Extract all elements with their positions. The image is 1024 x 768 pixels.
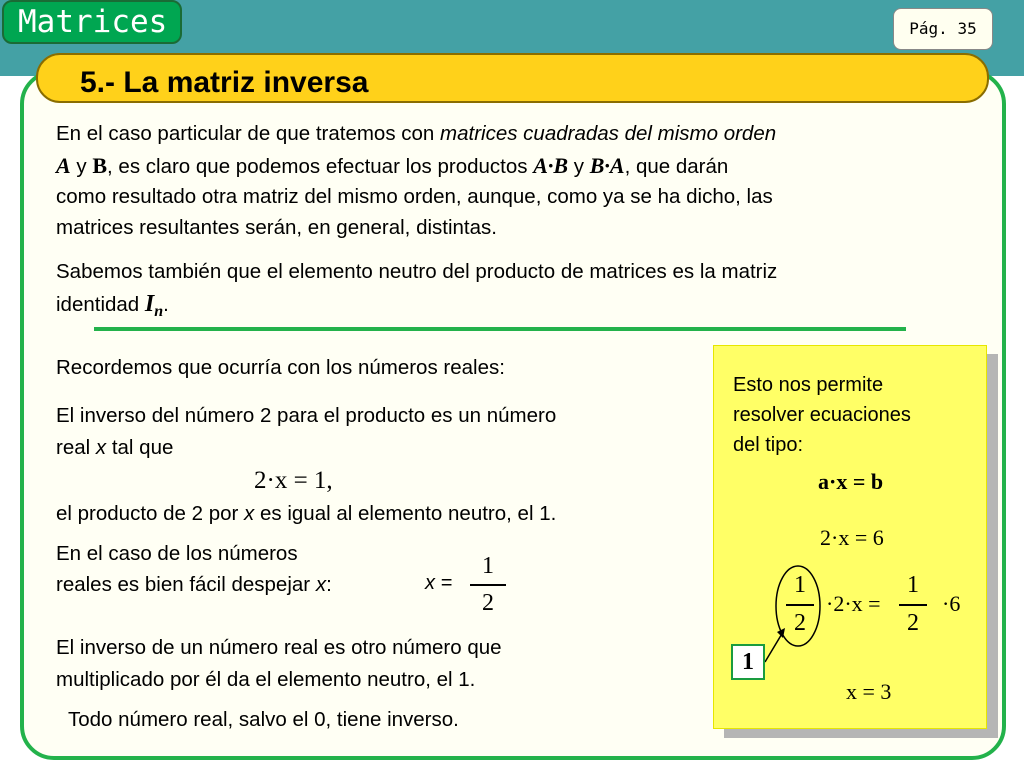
inverse-line1: El inverso del número 2 para el producto es un número: [56, 404, 557, 427]
var-x-3: x: [315, 573, 327, 596]
equation-form: a·x = b: [818, 469, 884, 494]
case-line2: [56, 569, 332, 600]
all-real-inverse: Todo número real, salvo el 0, tiene inverso.: [68, 708, 459, 731]
rhs-fraction-bar: [899, 604, 927, 606]
para2-line2: [56, 289, 169, 327]
para1-line1: [56, 118, 776, 149]
para1-text: En el caso particular de que tratemos con: [56, 122, 441, 145]
para1-end: , que darán: [624, 155, 729, 178]
var-x-2: x: [244, 502, 255, 525]
section-title: 5.- La matriz inversa: [80, 66, 369, 99]
identity-I: I: [144, 291, 155, 317]
para1-line3: como resultado otra matriz del mismo orden, aunque, como ya se ha dicho, las: [56, 185, 773, 208]
lhs-middle: ·2·x =: [826, 591, 881, 616]
inverse-line2: [56, 432, 173, 463]
para1-line4: matrices resultantes serán, en general, distintas.: [56, 216, 497, 239]
result-one-box: 1: [731, 644, 765, 680]
inverse-text-end: tal que: [106, 436, 174, 459]
lhs-fraction-bar: [786, 604, 814, 606]
lhs-denominator: 2: [794, 610, 806, 636]
case-text: reales es bien fácil despejar: [56, 573, 316, 596]
inverse-text: real: [56, 436, 96, 459]
recall-text: Recordemos que ocurría con los números reales:: [56, 356, 505, 379]
rhs-denominator: 2: [907, 610, 919, 636]
x-equals: x =: [425, 572, 453, 594]
case-line1: En el caso de los números: [56, 542, 298, 565]
matrix-A: A: [56, 153, 71, 178]
product-line: [56, 498, 556, 529]
para1-mid: , es claro que podemos efectuar los productos: [107, 155, 534, 178]
para1-emphasis: matrices cuadradas del mismo orden: [440, 122, 777, 145]
fraction-bar: [470, 584, 506, 586]
note-line3: del tipo:: [733, 434, 804, 456]
brand-label: Matrices: [2, 0, 182, 44]
var-x: x: [95, 436, 107, 459]
product-BA: B·A: [589, 153, 625, 178]
equation-2x: 2·x = 1,: [254, 467, 333, 494]
identity-n: n: [154, 303, 164, 321]
case-colon: :: [326, 573, 332, 596]
pointer-arrow: [765, 632, 783, 662]
inverse-def-line2: multiplicado por él da el elemento neutro, el 1.: [56, 668, 476, 691]
note-line2: resolver ecuaciones: [733, 404, 911, 426]
para2-line1: Sabemos también que el elemento neutro del producto de matrices es la matriz: [56, 260, 778, 283]
matrix-B: B: [92, 153, 108, 178]
separator-line: [94, 327, 906, 331]
para2-dot: .: [163, 293, 169, 316]
product-text: el producto de 2 por: [56, 502, 245, 525]
para1-y: y: [70, 155, 93, 178]
product-text-end: es igual al elemento neutro, el 1.: [254, 502, 557, 525]
note-line1: Esto nos permite: [733, 374, 884, 396]
result-x3: x = 3: [846, 679, 892, 704]
inverse-def-line1: El inverso de un número real es otro número que: [56, 636, 502, 659]
rhs-tail: ·6: [942, 591, 961, 616]
lhs-numerator: 1: [794, 572, 806, 598]
equation-2x6: 2·x = 6: [820, 525, 884, 550]
para2-text: identidad: [56, 293, 145, 316]
page-number: Pág. 35: [893, 8, 993, 50]
para1-y2: y: [568, 155, 590, 178]
product-AB: A·B: [533, 153, 569, 178]
fraction-denominator: 2: [482, 590, 494, 616]
fraction-numerator: 1: [482, 553, 494, 579]
rhs-numerator: 1: [907, 572, 919, 598]
para1-line2: [56, 150, 728, 182]
